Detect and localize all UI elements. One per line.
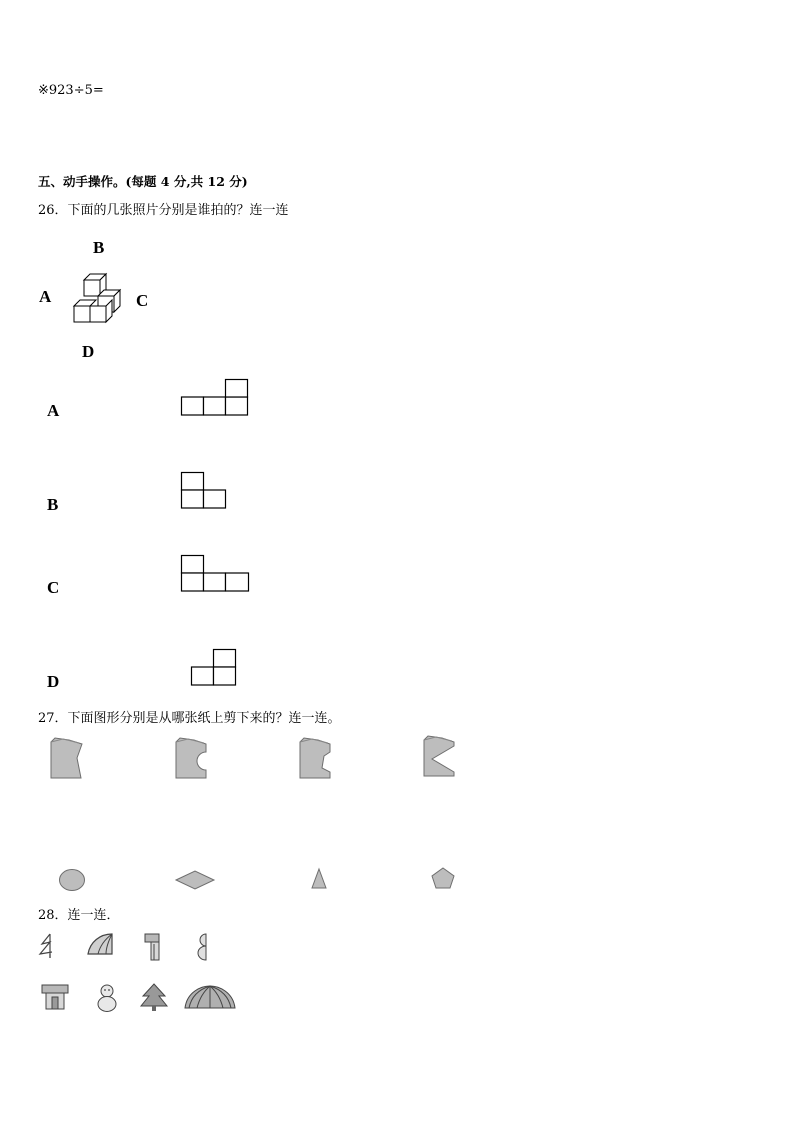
pentagon-shape[interactable]	[431, 867, 455, 889]
calc-line: ※923÷5=	[38, 83, 104, 98]
cube-stack-figure	[68, 270, 124, 330]
tree-icon[interactable]	[139, 982, 169, 1012]
folded-paper-triangle-cut[interactable]	[49, 736, 85, 780]
q27-prompt: 27．下面图形分别是从哪张纸上剪下来的？连一连。	[38, 711, 341, 726]
observer-label-b: B	[93, 238, 105, 257]
view-a-squares	[181, 379, 249, 416]
snowman-icon[interactable]	[95, 983, 119, 1013]
umbrella-icon[interactable]	[183, 984, 237, 1012]
view-d-squares	[191, 649, 237, 686]
circle-shape[interactable]	[58, 868, 86, 892]
folded-paper-trapezoid-cut[interactable]	[298, 736, 334, 780]
half-umbrella-icon[interactable]	[86, 932, 114, 958]
q26-prompt: 26．下面的几张照片分别是谁拍的？连一连	[38, 203, 289, 218]
view-label-a: A	[47, 401, 60, 420]
view-label-b: B	[47, 495, 59, 514]
half-house-icon[interactable]	[143, 932, 161, 962]
folded-paper-v-cut[interactable]	[422, 734, 458, 780]
house-icon[interactable]	[40, 983, 70, 1011]
half-snowman-icon[interactable]	[194, 932, 208, 962]
section-heading: 五、动手操作。(每题 4 分,共 12 分)	[38, 174, 248, 189]
view-label-d: D	[47, 672, 60, 691]
half-tree-icon[interactable]	[38, 932, 60, 960]
folded-paper-semicircle-cut[interactable]	[174, 736, 210, 780]
view-label-c: C	[47, 578, 60, 597]
observer-label-d: D	[82, 342, 95, 361]
observer-label-a: A	[39, 287, 52, 306]
view-b-squares	[181, 472, 227, 509]
view-c-squares	[181, 555, 250, 592]
triangle-shape[interactable]	[310, 868, 328, 890]
q28-prompt: 28．连一连．	[38, 908, 120, 923]
rhombus-shape[interactable]	[175, 870, 215, 890]
observer-label-c: C	[136, 291, 149, 310]
